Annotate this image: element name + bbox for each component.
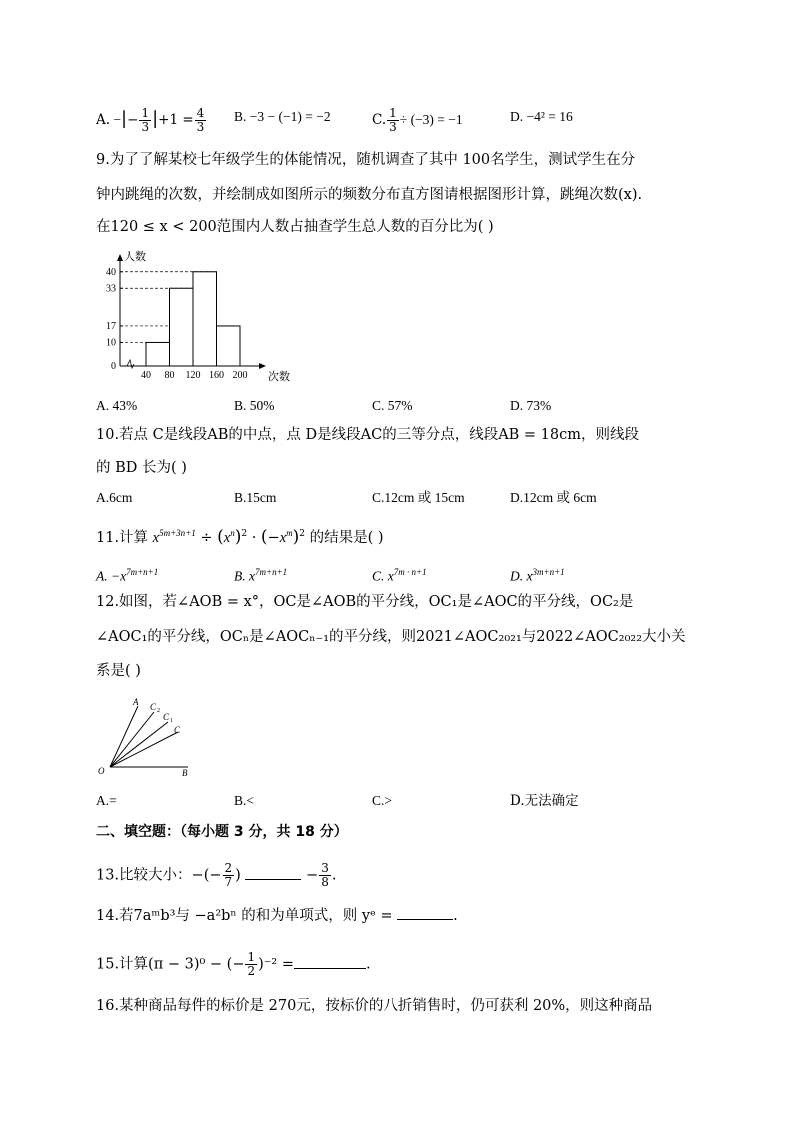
q12-option-c: C.> (372, 793, 392, 808)
q12-text-line3: 系是( ) (96, 663, 141, 679)
q9-option-a: A. 43% (96, 398, 138, 413)
y-tick-label: 33 (106, 283, 116, 295)
q11-text: 11.计算 $x^{5m+3n+1} \div (x^n)^2 \cdot (-x^m)^2$ 的结果是( ) (96, 526, 384, 547)
q8-option-c: C. $\frac{1}{3}$ ÷ (−3) = −1 (372, 106, 463, 134)
q14-text: 14.若7aᵐb³与 −a²bⁿ 的和为单项式，则 yᵉ = . (96, 905, 458, 926)
x-tick-label: 200 (232, 370, 248, 381)
q11-option-c: C. $x^{7m \cdot n+1}$ (372, 567, 427, 584)
q8-option-a: A. −|− $\frac{1}{3}$ |+1 = $\frac{4}{3}$ (96, 106, 205, 134)
q16-text: 16.某种商品每件的标价是 270元，按标价的八折销售时，仍可获利 20%，则这种商品 (96, 998, 653, 1014)
q13-blank[interactable] (245, 865, 301, 880)
q9-text-line3: 在120 ≤ x < 200范围内人数占抽查学生总人数的百分比为( ) (96, 219, 494, 235)
label-c: C (174, 725, 181, 735)
q10-text-line1: 10.若点 C是线段AB的中点，点 D是线段AC的三等分点，线段AB = 18cm，则线段 (96, 427, 640, 443)
y-axis-arrow (117, 254, 123, 261)
y-tick-label: 40 (106, 266, 116, 278)
q15-blank[interactable] (294, 954, 366, 969)
y-tick-label: 0 (111, 361, 116, 372)
x-tick-label: 80 (164, 370, 175, 381)
histogram-bar (217, 326, 241, 366)
q9-option-b: B. 50% (234, 398, 275, 413)
y-tick-label: 10 (106, 337, 116, 349)
histogram-bar (146, 342, 170, 366)
section-heading-fill-blank: 二、填空题：（每小题 3 分，共 18 分） (96, 824, 348, 840)
x-tick-label: 40 (141, 370, 151, 381)
q9-option-d: D. 73% (510, 398, 552, 413)
histogram-chart (96, 248, 306, 383)
label-c2: C (150, 702, 157, 712)
x-tick-label: 120 (185, 370, 201, 381)
q12-option-a: A.= (96, 793, 117, 808)
y-axis-label: 人数 (124, 251, 146, 263)
label-c1: C (163, 712, 170, 722)
x-axis-label: 次数 (268, 371, 290, 383)
axis-break (127, 360, 134, 368)
q11-option-d: D. $x^{3m+n+1}$ (510, 567, 565, 584)
x-axis-arrow (259, 363, 266, 369)
q13-text: 13.比较大小：−(− $\frac{2}{7}$ ) − $\frac{3}{8}$ . (96, 861, 337, 889)
ray-oc1 (110, 722, 168, 767)
q10-option-b: B.15cm (234, 490, 277, 505)
q10-option-c: C.12cm 或 15cm (372, 490, 465, 505)
q10-option-a: A.6cm (96, 490, 133, 505)
histogram-bar (193, 272, 217, 366)
q12-option-d: D.无法确定 (510, 793, 579, 809)
q14-blank[interactable] (397, 905, 453, 920)
q9-option-c: C. 57% (372, 398, 413, 413)
angle-bisector-diagram (96, 692, 206, 782)
q8-option-b: B. −3 − (−1) = −2 (234, 109, 331, 124)
label-c1-sub: 1 (170, 718, 173, 724)
label-a: A (133, 697, 139, 707)
q9-text-line1: 9.为了了解某校七年级学生的体能情况，随机调查了其中 100名学生，测试学生在分 (96, 152, 636, 168)
label-o: O (98, 766, 105, 776)
q8-option-d: D. −4² = 16 (510, 109, 573, 124)
label-c2-sub: 2 (157, 708, 160, 714)
q12-text-line2: ∠AOC₁的平分线，OCₙ是∠AOCₙ₋₁的平分线，则2021∠AOC₂₀₂₁与2022∠AOC₂₀₂₂大小关 (96, 629, 686, 645)
q11-option-a: A. $-x^{7m+n+1}$ (96, 567, 159, 584)
q12-option-b: B.< (234, 793, 254, 808)
histogram-bar (170, 288, 194, 366)
q11-option-b: B. $x^{7m+n+1}$ (234, 567, 288, 584)
x-tick-label: 160 (209, 370, 224, 381)
q10-option-d: D.12cm 或 6cm (510, 490, 597, 505)
q12-text-line1: 12.如图，若∠AOB = x°，OC是∠AOB的平分线，OC₁是∠AOC的平分线，OC₂是 (96, 594, 634, 610)
label-b: B (182, 768, 188, 778)
q10-text-line2: 的 BD 长为( ) (96, 460, 187, 476)
q9-text-line2: 钟内跳绳的次数，并绘制成如图所示的频数分布直方图请根据图形计算，跳绳次数(x). (96, 187, 643, 203)
y-tick-label: 17 (106, 320, 116, 332)
ray-oc (110, 732, 178, 767)
q15-text: 15.计算(π − 3)⁰ − (− $\frac{1}{2}$ )⁻² = . (96, 950, 371, 978)
